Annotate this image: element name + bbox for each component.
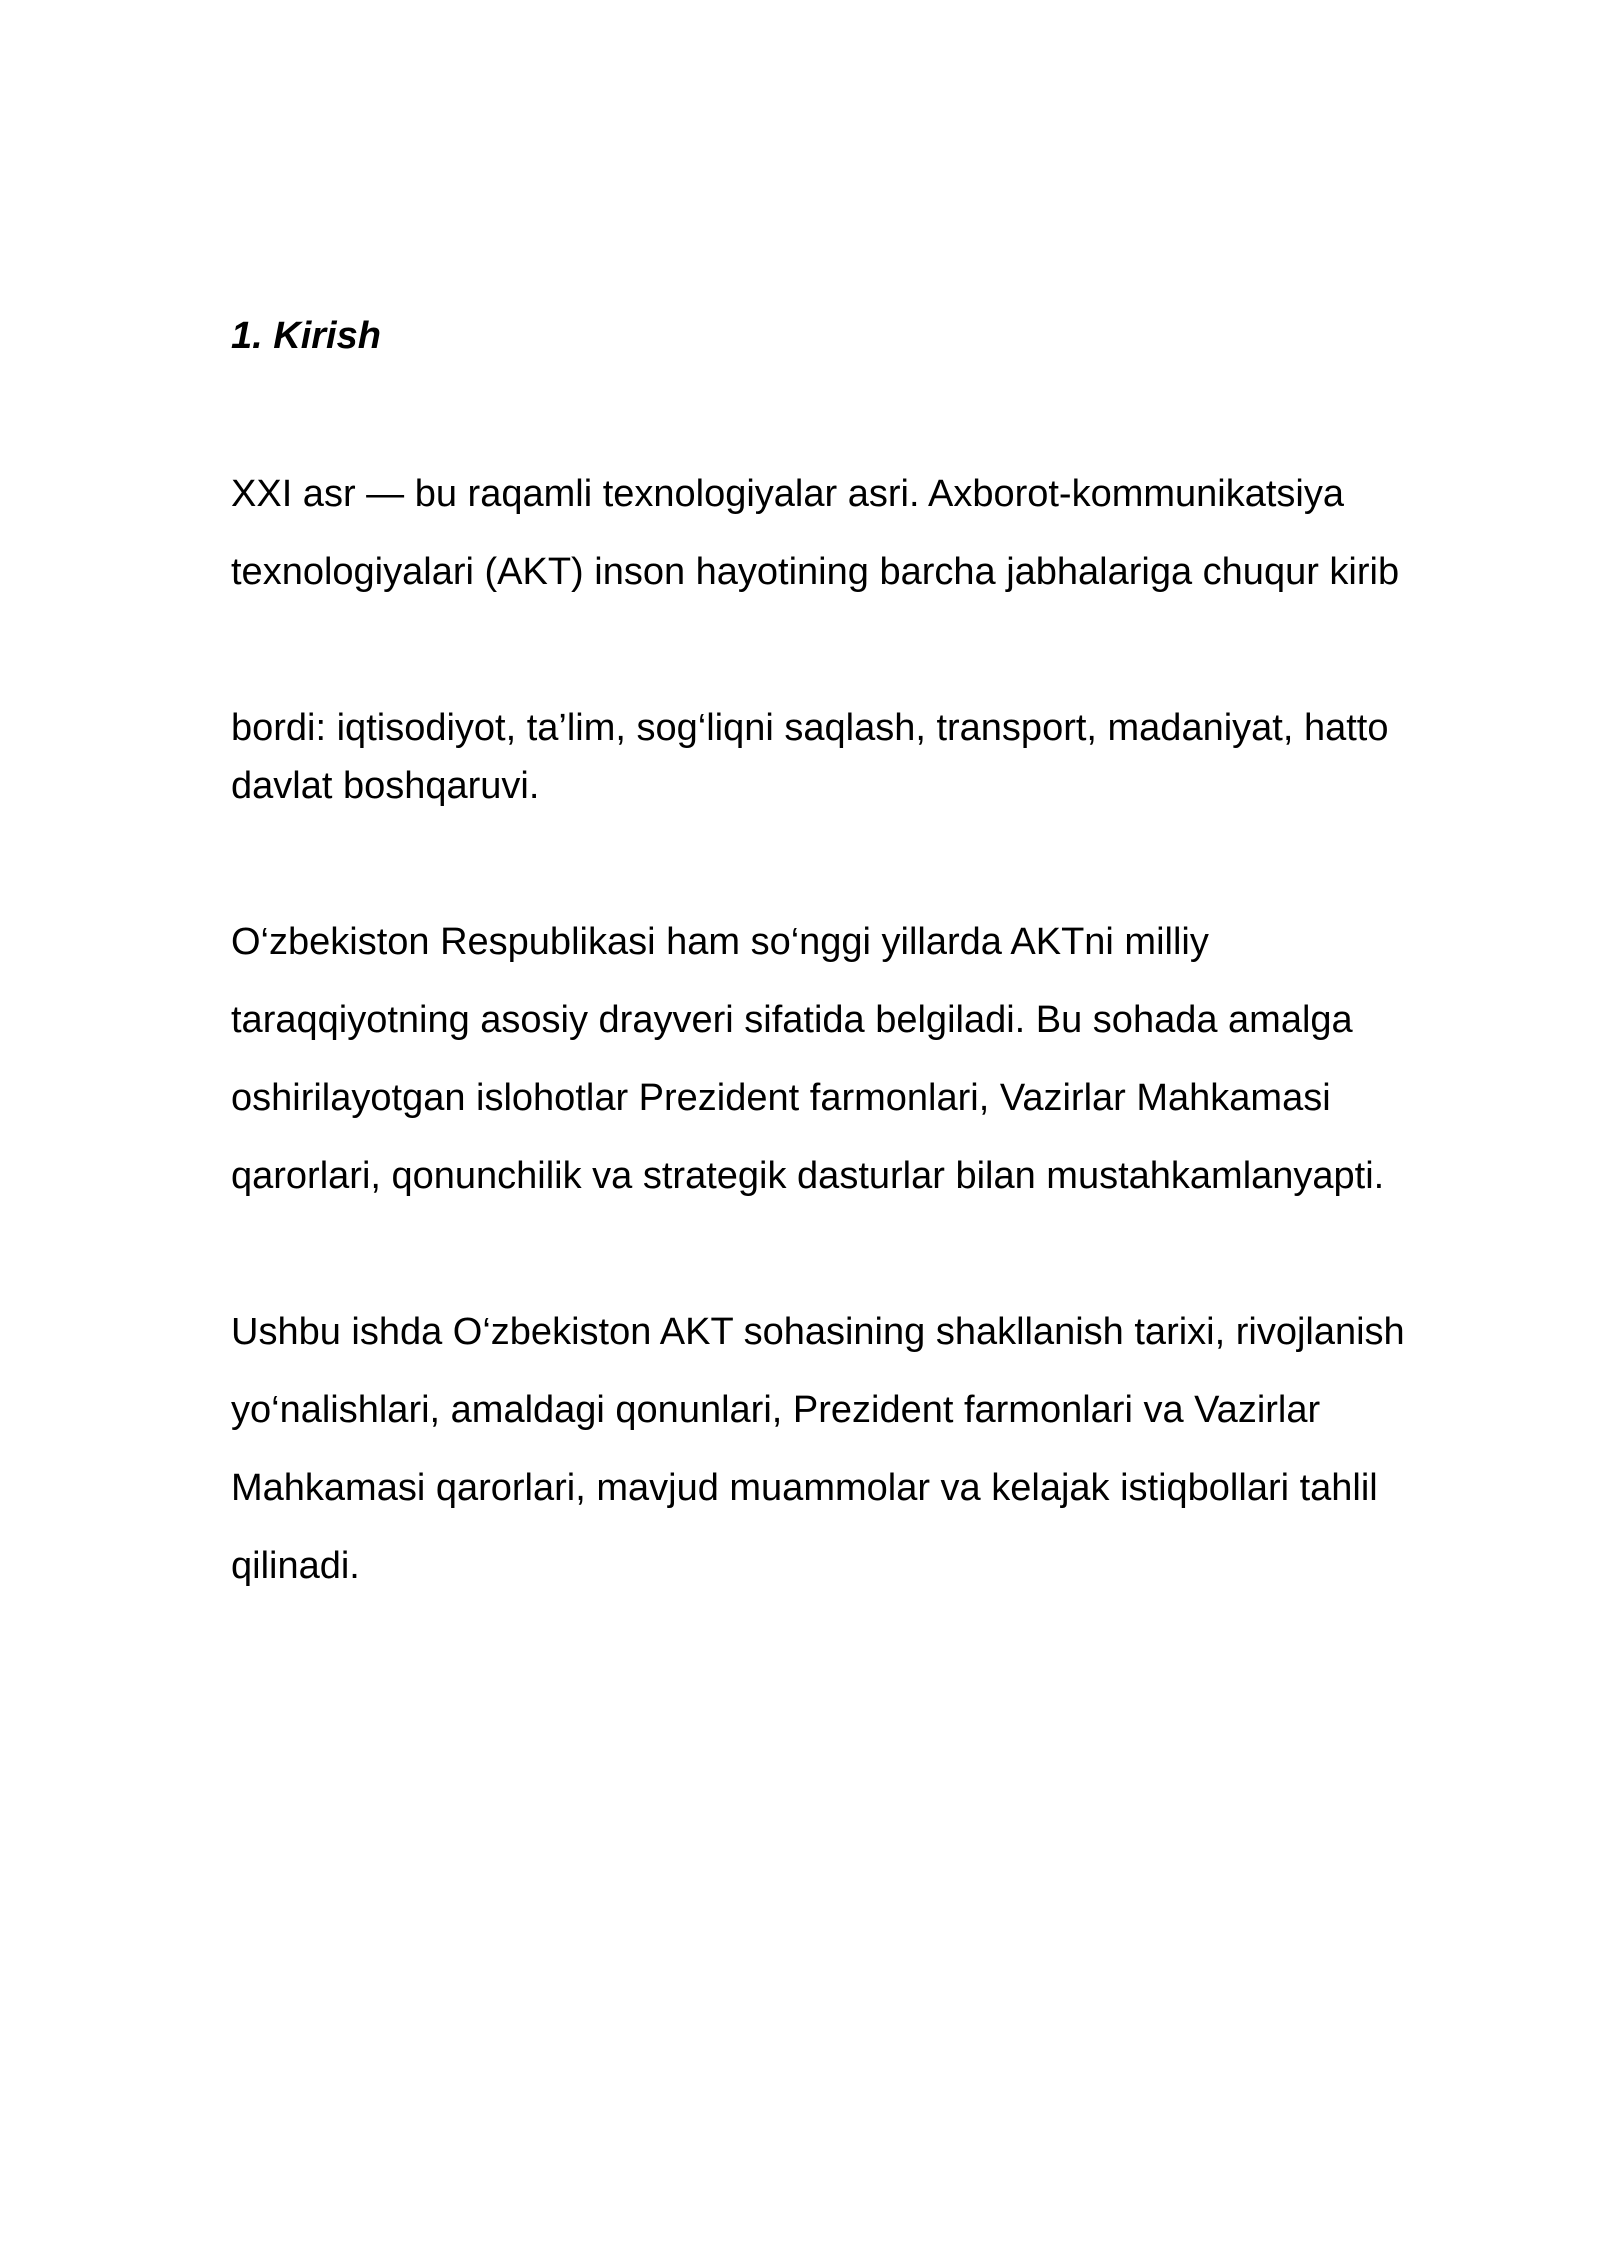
paragraph-3-line-1: O‘zbekiston Respublikasi ham so‘nggi yillarda AKTni milliy bbox=[231, 921, 1209, 963]
paragraph-1-line-1: XXI asr — bu raqamli texnologiyalar asri. Axborot-kommunikatsiya bbox=[231, 473, 1345, 515]
paragraph-2-line-2: davlat boshqaruvi. bbox=[231, 765, 540, 807]
paragraph-4-line-2: yo‘nalishlari, amaldagi qonunlari, Prezident farmonlari va Vazirlar bbox=[231, 1389, 1321, 1431]
paragraph-3-line-4: qarorlari, qonunchilik va strategik dasturlar bilan mustahkamlanyapti. bbox=[231, 1155, 1385, 1197]
paragraph-4-line-4: qilinadi. bbox=[231, 1545, 360, 1587]
paragraph-4-line-1: Ushbu ishda O‘zbekiston AKT sohasining shakllanish tarixi, rivojlanish bbox=[231, 1311, 1405, 1353]
section-heading: 1. Kirish bbox=[231, 315, 381, 357]
paragraph-1-line-2: texnologiyalari (AKT) inson hayotining barcha jabhalariga chuqur kirib bbox=[231, 551, 1400, 593]
paragraph-3-line-2: taraqqiyotning asosiy drayveri sifatida belgiladi. Bu sohada amalga bbox=[231, 999, 1353, 1041]
paragraph-2-line-1: bordi: iqtisodiyot, ta’lim, sog‘liqni saqlash, transport, madaniyat, hatto bbox=[231, 707, 1389, 749]
paragraph-3-line-3: oshirilayotgan islohotlar Prezident farmonlari, Vazirlar Mahkamasi bbox=[231, 1077, 1331, 1119]
paragraph-4-line-3: Mahkamasi qarorlari, mavjud muammolar va kelajak istiqbollari tahlil bbox=[231, 1467, 1378, 1509]
